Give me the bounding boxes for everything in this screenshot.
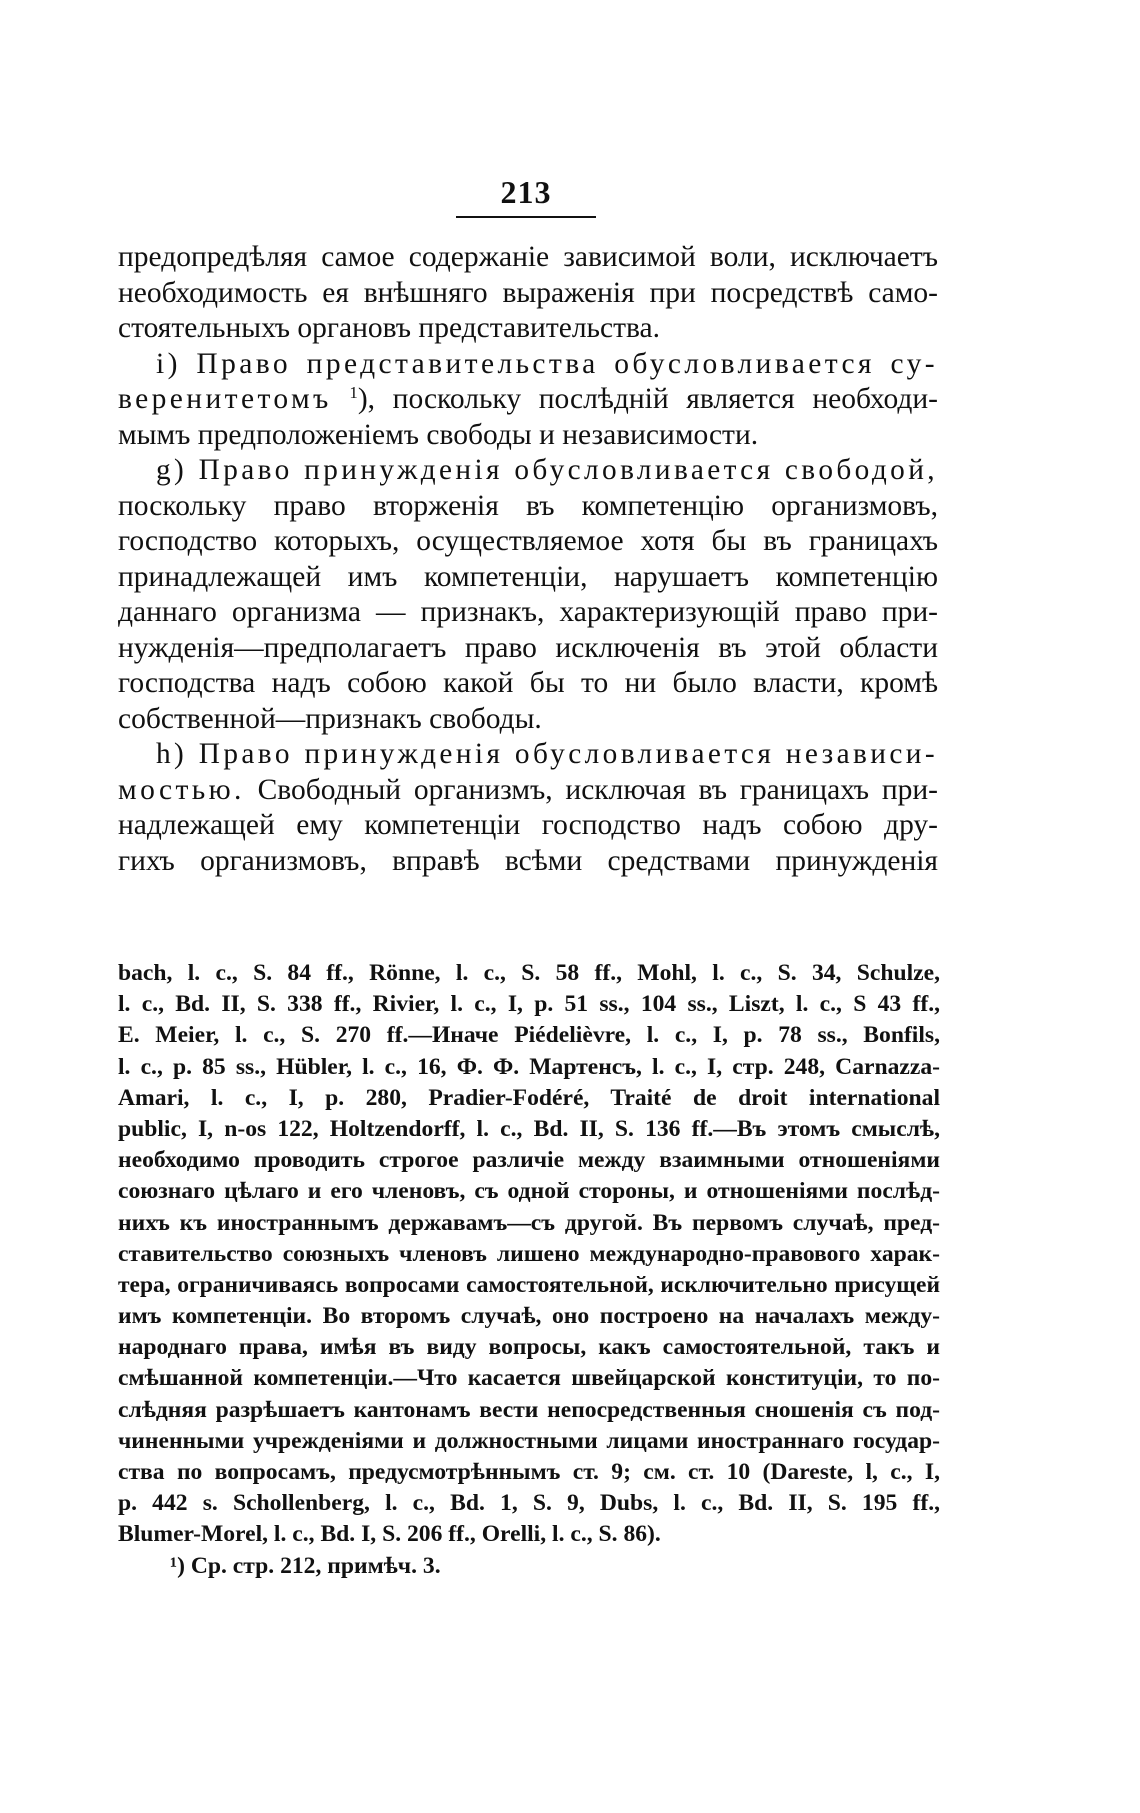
- footnote-1-text: Ср. стр. 212, примѣч. 3.: [190, 1552, 441, 1579]
- body-line: необходимость ея внѣшняго выраженія при посредствѣ само-: [118, 276, 938, 309]
- footnote-line: слѣдняя разрѣшаетъ кантонамъ вести непосредственныя сношенія съ под-: [118, 1396, 940, 1423]
- footnote-1-marker: ¹): [170, 1552, 185, 1579]
- footnote-line: p. 442 s. Schollenberg, l. c., Bd. 1, S. 9, Dubs, l. c., Bd. II, S. 195 ff.,: [118, 1490, 940, 1517]
- body-line: нужденія—предполагаетъ право исключенія въ этой области: [118, 631, 938, 664]
- footnote-line: Amari, l. c., I, p. 280, Pradier-Fodéré, Traité de droit international: [118, 1084, 940, 1111]
- footnote-line: l. c., p. 85 ss., Hübler, l. c., 16, Ф. Ф. Мартенсъ, l. c., I, стр. 248, Carnazza-: [118, 1053, 940, 1080]
- footnote-line: нихъ къ иностраннымъ державамъ—съ другой. Въ первомъ случаѣ, пред-: [118, 1209, 940, 1236]
- footnote-1: [118, 1551, 940, 1582]
- footnote-line: имъ компетенціи. Во второмъ случаѣ, оно построено на началахъ между-: [118, 1303, 940, 1330]
- body-line: предопредѣляя самое содержаніе зависимой воли, исключаетъ: [118, 241, 938, 273]
- body-line: даннаго организма — признакъ, характеризующій право при-: [118, 596, 938, 628]
- body-line: собственной—признакъ свободы.: [118, 702, 542, 735]
- spaced-term: веренитетомъ: [118, 383, 332, 415]
- footnote-line: чиненными учрежденіями и должностными лицами иностраннаго государ-: [118, 1427, 940, 1454]
- body-line: мымъ предположеніемъ свободы и независимости.: [118, 418, 759, 451]
- spaced-term: мостью.: [118, 773, 245, 806]
- body-line: веренитетомъ $^1$), поскольку послѣдній является необходи-: [118, 383, 938, 415]
- body-line: мостью. Свободный организмъ, исключая въ границахъ при-: [118, 773, 938, 806]
- footnote-line: public, I, n-os 122, Holtzendorff, l. c., Bd. II, S. 136 ff.—Въ этомъ смыслѣ,: [118, 1115, 940, 1142]
- main-text: [118, 240, 938, 879]
- footnote-line: E. Meier, l. c., S. 270 ff.—Иначе Piédelièvre, l. c., I, p. 78 ss., Bonfils,: [118, 1022, 940, 1049]
- footnote-line: народнаго права, имѣя въ виду вопросы, какъ самостоятельной, такъ и: [118, 1334, 940, 1361]
- footnote-line: ставительство союзныхъ членовъ лишено международно-правового харак-: [118, 1240, 940, 1267]
- footnote-line: необходимо проводить строгое различіе между взаимными отношеніями: [118, 1147, 940, 1174]
- body-line-paragraph-i: i) Право представительства обусловливается су-: [156, 347, 938, 380]
- body-line: господства надъ собою какой бы то ни было власти, кромѣ: [118, 667, 938, 699]
- body-line: надлежащей ему компетенціи господство надъ собою дру-: [118, 809, 938, 841]
- footnote-line: Blumer-Morel, l. c., Bd. I, S. 206 ff., Orelli, l. c., S. 86).: [118, 1521, 661, 1548]
- footnote-line: тера, ограничиваясь вопросами самостоятельной, исключительно присущей: [118, 1271, 940, 1298]
- body-line: поскольку право вторженія въ компетенцію организмовъ,: [118, 489, 938, 522]
- body-line: господство которыхъ, осуществляемое хотя бы въ границахъ: [118, 525, 938, 557]
- footnote-line: союзнаго цѣлаго и его членовъ, съ одной стороны, и отношеніями послѣд-: [118, 1178, 940, 1205]
- body-line-paragraph-h: h) Право принужденія обусловливается независи-: [156, 738, 938, 770]
- page-number-rule: [456, 216, 596, 218]
- footnotes: [118, 958, 940, 1582]
- body-line: стоятельныхъ органовъ представительства.: [118, 312, 660, 344]
- body-line: гихъ организмовъ, вправѣ всѣми средствами принужденія: [118, 844, 938, 877]
- body-line-paragraph-g: g) Право принужденія обусловливается свободой,: [156, 454, 938, 486]
- footnote-line: ства по вопросамъ, предусмотрѣннымъ ст. 9; см. ст. 10 (Dareste, l, c., I,: [118, 1459, 940, 1485]
- footnote-ref: 1: [349, 383, 358, 402]
- footnote-line: смѣшанной компетенціи.—Что касается швейцарской конституціи, то по-: [118, 1365, 940, 1392]
- footnote-line: bach, l. c., S. 84 ff., Rönne, l. c., S. 58 ff., Mohl, l. c., S. 34, Schulze,: [118, 960, 940, 986]
- page-number: 213: [500, 174, 552, 210]
- body-line: принадлежащей имъ компетенціи, нарушаетъ компетенцію: [118, 560, 938, 593]
- page-number-block: [456, 172, 596, 218]
- footnote-line: l. c., Bd. II, S. 338 ff., Rivier, l. c., I, p. 51 ss., 104 ss., Liszt, l. c., S 43 ff.,: [118, 991, 940, 1018]
